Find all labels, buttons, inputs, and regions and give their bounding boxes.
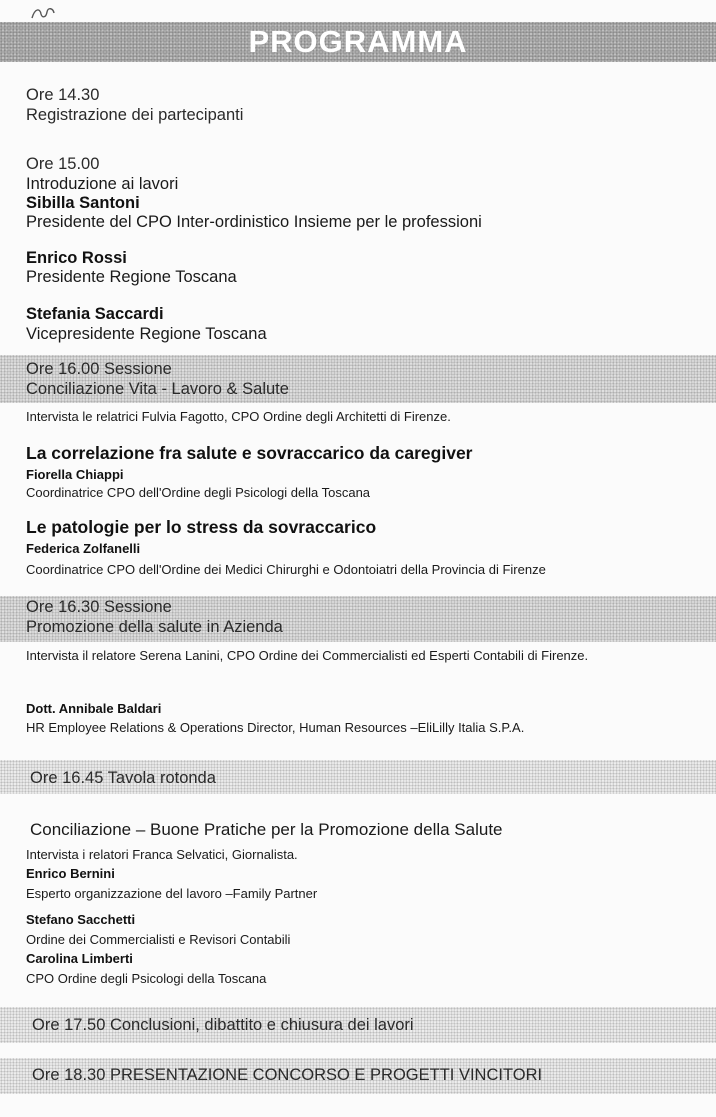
speaker-role: Esperto organizzazione del lavoro –Family Partner <box>26 886 318 901</box>
talk-title: Le patologie per lo stress da sovraccarico <box>26 517 377 537</box>
speaker-name: Stefania Saccardi <box>26 305 164 323</box>
moderator-text: Intervista le relatrici Fulvia Fagotto, CPO Ordine degli Architetti di Firenze. <box>26 409 451 424</box>
talk-role: Coordinatrice CPO dell'Ordine dei Medici Chirurghi e Odontoiatri della Provincia di Firenze <box>26 562 546 577</box>
roundtable-title: Conciliazione – Buone Pratiche per la Promozione della Salute <box>30 820 503 839</box>
speaker-name: Dott. Annibale Baldari <box>26 701 162 716</box>
speaker-name: Sibilla Santoni <box>26 194 140 212</box>
speaker-role: CPO Ordine degli Psicologi della Toscana <box>26 971 267 986</box>
session-title: Promozione della salute in Azienda <box>26 618 283 636</box>
talk-role: Coordinatrice CPO dell'Ordine degli Psicologi della Toscana <box>26 485 371 500</box>
closing-time-1750: Ore 17.50 Conclusioni, dibattito e chiusura dei lavori <box>32 1016 414 1034</box>
speaker-role: Vicepresidente Regione Toscana <box>26 325 267 343</box>
moderator-text: Intervista i relatori Franca Selvatici, Giornalista. <box>26 847 298 862</box>
intro-text: Introduzione ai lavori <box>26 175 179 193</box>
speaker-name: Stefano Sacchetti <box>26 912 136 927</box>
speaker-role: HR Employee Relations & Operations Director, Human Resources –EliLilly Italia S.P.A. <box>26 720 525 735</box>
time-1500: Ore 15.00 <box>26 155 100 173</box>
time-1430: Ore 14.30 <box>26 86 100 104</box>
talk-speaker: Federica Zolfanelli <box>26 541 141 556</box>
time-1645: Ore 16.45 Tavola rotonda <box>30 769 216 787</box>
session-title: Conciliazione Vita - Lavoro & Salute <box>26 380 289 398</box>
talk-title: La correlazione fra salute e sovraccarico da caregiver <box>26 443 473 463</box>
presentation-time-1830: Ore 18.30 PRESENTAZIONE CONCORSO E PROGETTI VINCITORI <box>32 1066 543 1084</box>
time-1630: Ore 16.30 Sessione <box>26 598 172 616</box>
moderator-text: Intervista il relatore Serena Lanini, CPO Ordine dei Commercialisti ed Esperti Contabili di Firenze. <box>26 648 589 663</box>
speaker-role: Presidente del CPO Inter-ordinistico Insieme per le professioni <box>26 213 482 231</box>
speaker-name: Carolina Limberti <box>26 951 133 966</box>
speaker-role: Ordine dei Commercialisti e Revisori Contabili <box>26 932 291 947</box>
logo-scribble-icon <box>30 6 56 20</box>
speaker-name: Enrico Bernini <box>26 866 115 881</box>
time-1600: Ore 16.00 Sessione <box>26 360 172 378</box>
talk-speaker: Fiorella Chiappi <box>26 467 124 482</box>
registration-text: Registrazione dei partecipanti <box>26 106 244 124</box>
speaker-role: Presidente Regione Toscana <box>26 268 237 286</box>
speaker-name: Enrico Rossi <box>26 249 127 267</box>
page-title: PROGRAMMA <box>248 24 468 59</box>
